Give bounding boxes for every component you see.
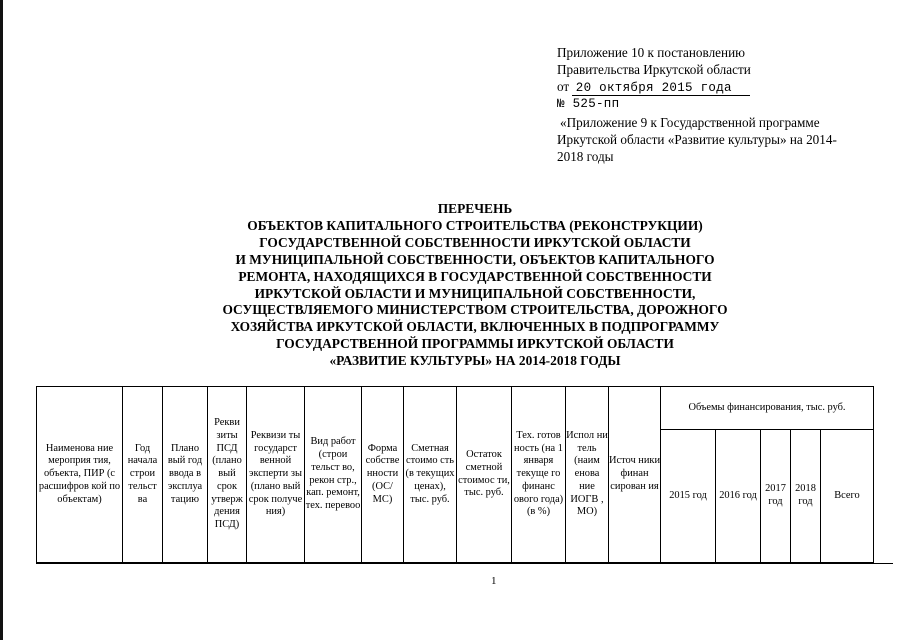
- objects-table: [36, 386, 874, 563]
- header-col-start-year: Год начала строи тельст ва: [123, 387, 163, 563]
- appendix-line-2: Правительства Иркутской области: [557, 62, 751, 78]
- header-col-expertise: Реквизи ты государст венной эксперти зы (плано вый срок получе ния): [247, 387, 305, 563]
- title-line: ОСУЩЕСТВЛЯЕМОГО МИНИСТЕРСТВОМ СТРОИТЕЛЬСТВА, ДОРОЖНОГО: [222, 302, 728, 318]
- header-year-2017: 2017 год: [761, 430, 791, 563]
- appendix-line-6: Иркутской области «Развитие культуры» на 2014-: [557, 131, 837, 147]
- title-line: И МУНИЦИПАЛЬНОЙ СОБСТВЕННОСТИ, ОБЪЕКТОВ КАПИТАЛЬНОГО: [235, 251, 715, 267]
- header-total: Всего: [821, 430, 874, 563]
- appendix-date-field: [572, 80, 750, 96]
- appendix-date-value: 20 октября 2015 года: [575, 81, 732, 96]
- header-col-name: Наименова ние мероприя тия, объекта, ПИР (с расшифров кой по объектам): [37, 387, 123, 563]
- header-col-funding-source: Источ ники финан сирован ия: [609, 387, 661, 563]
- title-line: ИРКУТСКОЙ ОБЛАСТИ И МУНИЦИПАЛЬНОЙ СОБСТВЕННОСТИ,: [254, 285, 696, 301]
- title-line: ПЕРЕЧЕНЬ: [437, 201, 513, 216]
- appendix-line-5: «Приложение 9 к Государственной программе: [560, 114, 820, 130]
- header-col-readiness: Тех. готов ность (на 1 января текуще го финанс ового года) (в %): [512, 387, 566, 563]
- header-col-remaining-cost: Остаток сметной стоимос ти, тыс. руб.: [457, 387, 512, 563]
- header-col-commission-year: Плано вый год ввода в эксплуа тацию: [163, 387, 208, 563]
- header-year-2015: 2015 год: [661, 430, 716, 563]
- appendix-line-1: Приложение 10 к постановлению: [557, 45, 745, 60]
- header-col-estimated-cost: Сметная стоимо сть (в текущих ценах), тыс. руб.: [404, 387, 457, 563]
- header-year-2018: 2018 год: [791, 430, 821, 563]
- scan-left-border: [0, 0, 3, 640]
- title-line: ГОСУДАРСТВЕННОЙ ПРОГРАММЫ ИРКУТСКОЙ ОБЛАСТИ: [276, 336, 674, 352]
- appendix-block: [557, 44, 887, 165]
- header-col-ownership: Форма собстве нности (ОС/ МС): [362, 387, 404, 563]
- title-line: ОБЪЕКТОВ КАПИТАЛЬНОГО СТРОИТЕЛЬСТВА (РЕКОНСТРУКЦИИ): [247, 217, 703, 233]
- title-line: ХОЗЯЙСТВА ИРКУТСКОЙ ОБЛАСТИ, ВКЛЮЧЕННЫХ В ПОДПРОГРАММУ: [230, 319, 720, 335]
- table-bottom-rule: [36, 563, 893, 564]
- header-col-work-type: Вид работ (строи тельст во, рекон стр., кап. ремонт, тех. перевоо: [305, 387, 362, 563]
- header-col-psd: Рекви зиты ПСД (плано вый срок утверж дения ПСД): [208, 387, 247, 563]
- title-line: РЕМОНТА, НАХОДЯЩИХСЯ В ГОСУДАРСТВЕННОЙ СОБСТВЕННОСТИ: [238, 268, 712, 284]
- page-number: 1: [491, 575, 497, 587]
- header-financing-volume: Объемы финансирования, тыс. руб.: [661, 387, 874, 430]
- title-line: ГОСУДАРСТВЕННОЙ СОБСТВЕННОСТИ ИРКУТСКОЙ ОБЛАСТИ: [259, 234, 691, 250]
- document-title: [150, 201, 800, 370]
- appendix-date-prefix: от: [557, 79, 570, 95]
- appendix-line-7: 2018 годы: [557, 149, 614, 165]
- header-col-executor: Испол ни тель (наим енова ние ИОГВ , МО): [566, 387, 609, 563]
- title-line: «РАЗВИТИЕ КУЛЬТУРЫ» НА 2014-2018 ГОДЫ: [329, 353, 621, 369]
- appendix-date-line: [557, 78, 887, 96]
- appendix-number: № 525-пп: [557, 97, 620, 112]
- header-year-2016: 2016 год: [716, 430, 761, 563]
